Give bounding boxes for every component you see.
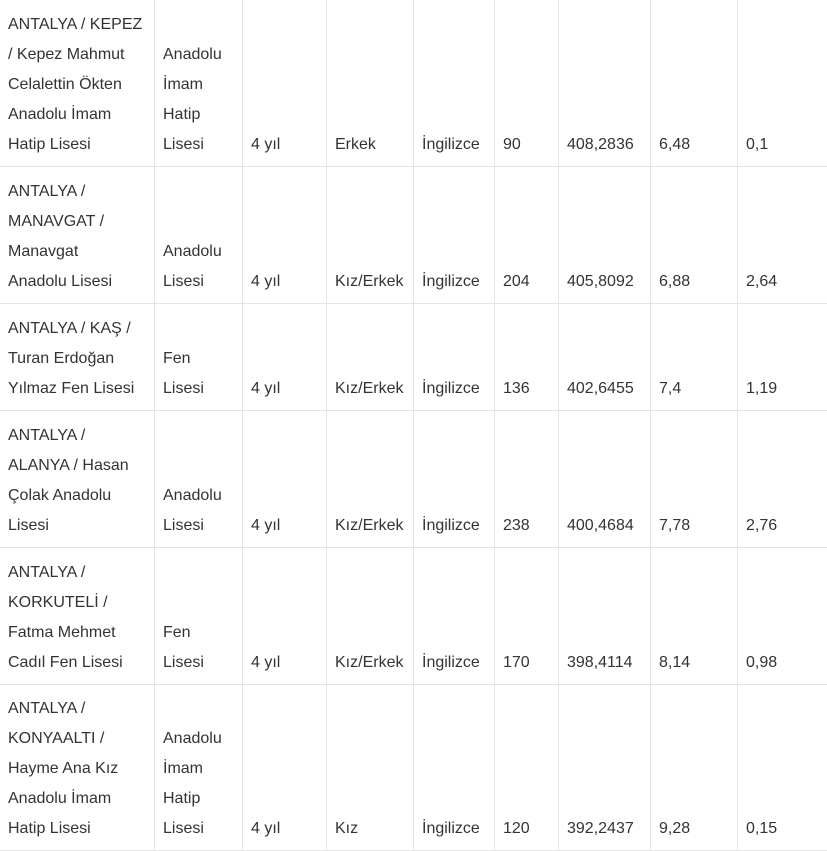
last-value-cell: 2,64 [738,167,827,304]
duration-cell: 4 yıl [243,0,327,167]
last-value-cell: 0,98 [738,548,827,685]
percentile-cell: 7,4 [651,304,738,411]
score-cell: 405,8092 [559,167,651,304]
school-type-cell [155,0,243,167]
school-name-line: ANTALYA / KEPEZ [8,10,147,40]
score-cell: 408,2836 [559,0,651,167]
school-type-cell [155,167,243,304]
school-type-cell [155,304,243,411]
gender-cell: Kız/Erkek [327,411,414,548]
school-type-line: Lisesi [163,374,235,404]
quota-cell: 170 [495,548,559,685]
school-name-line: Manavgat [8,237,147,267]
school-type-cell [155,548,243,685]
school-type-cell [155,411,243,548]
school-name-cell [0,411,155,548]
school-name-line: Hayme Ana Kız [8,754,147,784]
school-name-cell [0,0,155,167]
table-row [0,548,827,685]
school-name-line: Celalettin Ökten [8,70,147,100]
school-name-line: ANTALYA / KAŞ / [8,314,147,344]
school-type-line: Anadolu [163,481,235,511]
quota-cell: 204 [495,167,559,304]
last-value-cell: 2,76 [738,411,827,548]
school-name-line: Yılmaz Fen Lisesi [8,374,147,404]
percentile-cell: 6,48 [651,0,738,167]
duration-cell: 4 yıl [243,304,327,411]
school-type-line: Fen [163,618,235,648]
last-value-cell: 0,1 [738,0,827,167]
school-name-line: Anadolu İmam [8,784,147,814]
school-type-line: İmam [163,754,235,784]
school-type-line: Lisesi [163,130,235,160]
school-type-line: Lisesi [163,648,235,678]
language-cell: İngilizce [414,167,495,304]
score-cell: 402,6455 [559,304,651,411]
school-name-line: KORKUTELİ / [8,588,147,618]
table-row [0,304,827,411]
gender-cell: Kız [327,685,414,851]
school-name-line: ANTALYA / [8,694,147,724]
school-name-line: Hatip Lisesi [8,130,147,160]
school-name-line: KONYAALTI / [8,724,147,754]
school-name-line: ANTALYA / [8,421,147,451]
school-name-line: Anadolu Lisesi [8,267,147,297]
school-name-line: ANTALYA / [8,177,147,207]
score-cell: 398,4114 [559,548,651,685]
last-value-cell: 0,15 [738,685,827,851]
school-name-line: Çolak Anadolu [8,481,147,511]
school-type-line: Anadolu [163,724,235,754]
school-name-line: Hatip Lisesi [8,814,147,844]
school-name-line: Lisesi [8,511,147,541]
school-type-line: Anadolu [163,40,235,70]
percentile-cell: 8,14 [651,548,738,685]
school-name-line: MANAVGAT / [8,207,147,237]
quota-cell: 136 [495,304,559,411]
school-name-line: Fatma Mehmet [8,618,147,648]
duration-cell: 4 yıl [243,548,327,685]
school-name-cell [0,548,155,685]
language-cell: İngilizce [414,548,495,685]
school-name-line: ANTALYA / [8,558,147,588]
school-type-line: İmam [163,70,235,100]
school-name-line: / Kepez Mahmut [8,40,147,70]
school-type-line: Fen [163,344,235,374]
gender-cell: Kız/Erkek [327,548,414,685]
percentile-cell: 7,78 [651,411,738,548]
school-type-line: Lisesi [163,267,235,297]
table-row [0,411,827,548]
language-cell: İngilizce [414,411,495,548]
language-cell: İngilizce [414,304,495,411]
school-type-cell [155,685,243,851]
quota-cell: 90 [495,0,559,167]
score-cell: 392,2437 [559,685,651,851]
duration-cell: 4 yıl [243,167,327,304]
school-type-line: Hatip [163,100,235,130]
percentile-cell: 6,88 [651,167,738,304]
school-type-line: Lisesi [163,511,235,541]
language-cell: İngilizce [414,0,495,167]
school-name-line: ALANYA / Hasan [8,451,147,481]
school-name-cell [0,304,155,411]
table-row [0,167,827,304]
school-type-line: Hatip [163,784,235,814]
quota-cell: 120 [495,685,559,851]
school-name-line: Cadıl Fen Lisesi [8,648,147,678]
school-name-line: Turan Erdoğan [8,344,147,374]
school-type-line: Lisesi [163,814,235,844]
school-name-cell [0,685,155,851]
percentile-cell: 9,28 [651,685,738,851]
table-row [0,0,827,167]
school-name-cell [0,167,155,304]
quota-cell: 238 [495,411,559,548]
score-cell: 400,4684 [559,411,651,548]
duration-cell: 4 yıl [243,685,327,851]
language-cell: İngilizce [414,685,495,851]
gender-cell: Erkek [327,0,414,167]
table-row [0,685,827,851]
last-value-cell: 1,19 [738,304,827,411]
gender-cell: Kız/Erkek [327,167,414,304]
school-name-line: Anadolu İmam [8,100,147,130]
duration-cell: 4 yıl [243,411,327,548]
school-type-line: Anadolu [163,237,235,267]
gender-cell: Kız/Erkek [327,304,414,411]
